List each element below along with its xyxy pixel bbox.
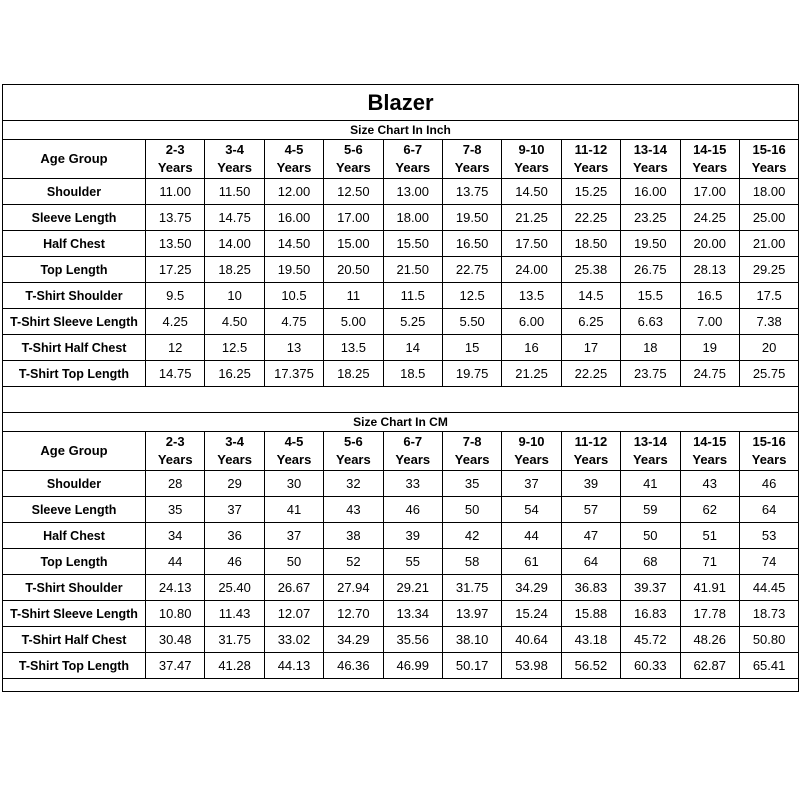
measurement-value: 38 [324, 523, 383, 549]
table-row [3, 283, 799, 309]
age-range: 13-14 [633, 142, 667, 157]
age-range: 15-16 [752, 434, 786, 449]
age-unit: Years [573, 160, 609, 175]
age-range: 2-3 [165, 434, 185, 449]
age-unit: Years [157, 452, 193, 467]
measurement-value: 44.45 [739, 575, 798, 601]
table-row [3, 205, 799, 231]
measurement-value: 62 [680, 497, 739, 523]
age-unit: Years [276, 452, 312, 467]
inch-chart-subtitle: Size Chart In Inch [2, 120, 799, 139]
measurement-value: 18 [621, 335, 680, 361]
age-unit: Years [217, 452, 252, 467]
size-chart-document [2, 84, 799, 692]
measurement-value: 22.25 [561, 205, 620, 231]
measurement-value: 5.25 [383, 309, 442, 335]
age-column-header [205, 140, 264, 179]
age-column-header [739, 140, 798, 179]
measurement-value: 11.43 [205, 601, 264, 627]
age-unit: Years [454, 160, 490, 175]
measurement-value: 51 [680, 523, 739, 549]
measurement-value: 13 [264, 335, 323, 361]
measurement-value: 10 [205, 283, 264, 309]
age-unit: Years [692, 160, 728, 175]
measurement-value: 14.50 [502, 179, 561, 205]
measurement-value: 53.98 [502, 653, 561, 679]
age-range: 14-15 [693, 142, 727, 157]
age-unit: Years [632, 452, 668, 467]
measurement-value: 46 [739, 471, 798, 497]
age-range: 6-7 [403, 142, 423, 157]
measurement-value: 19.75 [442, 361, 501, 387]
measurement-value: 12.5 [442, 283, 501, 309]
age-unit: Years [514, 160, 549, 175]
age-range: 3-4 [225, 142, 244, 157]
measurement-value: 17.375 [264, 361, 323, 387]
measurement-label: Sleeve Length [3, 497, 146, 523]
age-range: 11-12 [574, 142, 608, 157]
measurement-value: 7.00 [680, 309, 739, 335]
measurement-value: 16.00 [621, 179, 680, 205]
measurement-value: 22.75 [442, 257, 501, 283]
measurement-value: 17.00 [680, 179, 739, 205]
measurement-value: 41 [264, 497, 323, 523]
age-range: 2-3 [165, 142, 185, 157]
measurement-value: 31.75 [205, 627, 264, 653]
measurement-value: 6.25 [561, 309, 620, 335]
measurement-value: 53 [739, 523, 798, 549]
bottom-spacer [2, 679, 799, 692]
measurement-value: 40.64 [502, 627, 561, 653]
measurement-value: 39 [561, 471, 620, 497]
age-column-header [383, 140, 442, 179]
table-row [3, 361, 799, 387]
measurement-value: 60.33 [621, 653, 680, 679]
age-unit: Years [632, 160, 668, 175]
measurement-label: Half Chest [3, 231, 146, 257]
age-column-header [502, 140, 561, 179]
measurement-value: 42 [442, 523, 501, 549]
age-range: 13-14 [633, 434, 667, 449]
age-range: 15-16 [752, 142, 786, 157]
measurement-value: 35 [442, 471, 501, 497]
age-column-header [621, 140, 680, 179]
measurement-value: 21.25 [502, 205, 561, 231]
age-column-header [264, 140, 323, 179]
measurement-value: 21.00 [739, 231, 798, 257]
measurement-value: 17.25 [146, 257, 205, 283]
table-row [3, 523, 799, 549]
age-column-header [502, 432, 561, 471]
measurement-value: 15.88 [561, 601, 620, 627]
age-group-label: Age Group [3, 140, 146, 179]
measurement-value: 13.5 [324, 335, 383, 361]
measurement-value: 28.13 [680, 257, 739, 283]
measurement-value: 29.21 [383, 575, 442, 601]
measurement-value: 44.13 [264, 653, 323, 679]
age-column-header [324, 140, 383, 179]
measurement-value: 27.94 [324, 575, 383, 601]
table-row [3, 497, 799, 523]
measurement-value: 50 [442, 497, 501, 523]
cm-chart-subtitle: Size Chart In CM [2, 412, 799, 431]
measurement-value: 62.87 [680, 653, 739, 679]
table-row [3, 257, 799, 283]
measurement-value: 6.63 [621, 309, 680, 335]
measurement-label: Half Chest [3, 523, 146, 549]
measurement-value: 12 [146, 335, 205, 361]
measurement-value: 5.50 [442, 309, 501, 335]
measurement-value: 39.37 [621, 575, 680, 601]
measurement-label: T-Shirt Sleeve Length [3, 601, 146, 627]
table-row [3, 231, 799, 257]
measurement-value: 46.36 [324, 653, 383, 679]
measurement-value: 15.00 [324, 231, 383, 257]
measurement-value: 50.17 [442, 653, 501, 679]
measurement-value: 13.34 [383, 601, 442, 627]
measurement-value: 52 [324, 549, 383, 575]
measurement-value: 24.00 [502, 257, 561, 283]
measurement-value: 6.00 [502, 309, 561, 335]
measurement-label: T-Shirt Shoulder [3, 575, 146, 601]
measurement-value: 12.07 [264, 601, 323, 627]
measurement-value: 16.00 [264, 205, 323, 231]
inch-size-table [2, 139, 799, 387]
measurement-value: 13.75 [146, 205, 205, 231]
measurement-label: T-Shirt Half Chest [3, 627, 146, 653]
measurement-label: Top Length [3, 549, 146, 575]
measurement-value: 12.5 [205, 335, 264, 361]
measurement-value: 18.50 [561, 231, 620, 257]
measurement-value: 25.38 [561, 257, 620, 283]
measurement-value: 33.02 [264, 627, 323, 653]
measurement-value: 50 [264, 549, 323, 575]
measurement-value: 25.75 [739, 361, 798, 387]
measurement-value: 10.80 [146, 601, 205, 627]
measurement-value: 48.26 [680, 627, 739, 653]
age-range: 4-5 [284, 142, 304, 157]
measurement-value: 29 [205, 471, 264, 497]
measurement-value: 24.75 [680, 361, 739, 387]
measurement-value: 33 [383, 471, 442, 497]
measurement-value: 26.75 [621, 257, 680, 283]
measurement-value: 45.72 [621, 627, 680, 653]
age-column-header [680, 140, 739, 179]
measurement-value: 36 [205, 523, 264, 549]
age-unit: Years [692, 452, 728, 467]
measurement-value: 17.50 [502, 231, 561, 257]
measurement-value: 13.50 [146, 231, 205, 257]
measurement-value: 37.47 [146, 653, 205, 679]
measurement-value: 12.50 [324, 179, 383, 205]
measurement-value: 32 [324, 471, 383, 497]
measurement-value: 11 [324, 283, 383, 309]
measurement-value: 4.25 [146, 309, 205, 335]
age-unit: Years [395, 452, 431, 467]
age-unit: Years [395, 160, 431, 175]
measurement-value: 15.24 [502, 601, 561, 627]
measurement-value: 16.83 [621, 601, 680, 627]
measurement-value: 16 [502, 335, 561, 361]
age-unit: Years [573, 452, 609, 467]
measurement-value: 18.73 [739, 601, 798, 627]
measurement-value: 58 [442, 549, 501, 575]
measurement-value: 47 [561, 523, 620, 549]
age-column-header [561, 432, 620, 471]
measurement-label: Sleeve Length [3, 205, 146, 231]
measurement-value: 36.83 [561, 575, 620, 601]
table-row [3, 653, 799, 679]
age-column-header [561, 140, 620, 179]
measurement-value: 61 [502, 549, 561, 575]
measurement-value: 4.75 [264, 309, 323, 335]
measurement-value: 38.10 [442, 627, 501, 653]
measurement-value: 14 [383, 335, 442, 361]
measurement-value: 41.28 [205, 653, 264, 679]
measurement-value: 21.50 [383, 257, 442, 283]
section-spacer [2, 387, 799, 412]
measurement-value: 11.50 [205, 179, 264, 205]
measurement-value: 19.50 [442, 205, 501, 231]
measurement-value: 13.75 [442, 179, 501, 205]
measurement-value: 14.00 [205, 231, 264, 257]
table-row [3, 335, 799, 361]
measurement-value: 46 [205, 549, 264, 575]
age-column-header [146, 140, 205, 179]
measurement-value: 19.50 [264, 257, 323, 283]
measurement-value: 39 [383, 523, 442, 549]
measurement-value: 43 [324, 497, 383, 523]
measurement-value: 5.00 [324, 309, 383, 335]
age-range: 3-4 [225, 434, 244, 449]
measurement-value: 20.00 [680, 231, 739, 257]
measurement-value: 16.5 [680, 283, 739, 309]
age-unit: Years [336, 452, 371, 467]
measurement-value: 43 [680, 471, 739, 497]
age-range: 9-10 [518, 142, 545, 157]
measurement-value: 14.50 [264, 231, 323, 257]
measurement-value: 74 [739, 549, 798, 575]
measurement-label: T-Shirt Half Chest [3, 335, 146, 361]
age-column-header [739, 432, 798, 471]
age-column-header [621, 432, 680, 471]
measurement-value: 14.5 [561, 283, 620, 309]
measurement-value: 34.29 [324, 627, 383, 653]
measurement-label: T-Shirt Top Length [3, 653, 146, 679]
measurement-value: 19 [680, 335, 739, 361]
measurement-value: 41.91 [680, 575, 739, 601]
measurement-value: 50.80 [739, 627, 798, 653]
measurement-value: 15.25 [561, 179, 620, 205]
measurement-value: 17.78 [680, 601, 739, 627]
table-row [3, 601, 799, 627]
measurement-value: 16.25 [205, 361, 264, 387]
age-range: 5-6 [343, 142, 363, 157]
measurement-value: 35 [146, 497, 205, 523]
age-column-header [383, 432, 442, 471]
measurement-value: 13.97 [442, 601, 501, 627]
measurement-value: 50 [621, 523, 680, 549]
measurement-value: 4.50 [205, 309, 264, 335]
header-row [3, 432, 799, 471]
measurement-value: 17 [561, 335, 620, 361]
measurement-value: 25.00 [739, 205, 798, 231]
header-row [3, 140, 799, 179]
measurement-value: 16.50 [442, 231, 501, 257]
measurement-value: 17.5 [739, 283, 798, 309]
age-range: 14-15 [693, 434, 727, 449]
measurement-value: 31.75 [442, 575, 501, 601]
measurement-value: 68 [621, 549, 680, 575]
measurement-value: 19.50 [621, 231, 680, 257]
measurement-value: 35.56 [383, 627, 442, 653]
age-unit: Years [751, 160, 787, 175]
age-unit: Years [514, 452, 549, 467]
measurement-label: T-Shirt Top Length [3, 361, 146, 387]
age-column-header [264, 432, 323, 471]
age-column-header [324, 432, 383, 471]
measurement-value: 26.67 [264, 575, 323, 601]
measurement-value: 46 [383, 497, 442, 523]
measurement-value: 9.5 [146, 283, 205, 309]
measurement-value: 23.75 [621, 361, 680, 387]
measurement-value: 18.00 [383, 205, 442, 231]
measurement-value: 11.00 [146, 179, 205, 205]
measurement-value: 21.25 [502, 361, 561, 387]
measurement-value: 15.50 [383, 231, 442, 257]
measurement-value: 30 [264, 471, 323, 497]
table-row [3, 471, 799, 497]
measurement-value: 15.5 [621, 283, 680, 309]
age-range: 6-7 [403, 434, 423, 449]
measurement-value: 10.5 [264, 283, 323, 309]
measurement-label: Shoulder [3, 471, 146, 497]
age-range: 5-6 [343, 434, 363, 449]
measurement-value: 13.00 [383, 179, 442, 205]
measurement-value: 24.25 [680, 205, 739, 231]
age-unit: Years [276, 160, 312, 175]
measurement-value: 56.52 [561, 653, 620, 679]
measurement-value: 18.25 [205, 257, 264, 283]
table-row [3, 575, 799, 601]
age-range: 7-8 [462, 142, 482, 157]
age-column-header [680, 432, 739, 471]
measurement-value: 55 [383, 549, 442, 575]
measurement-value: 11.5 [383, 283, 442, 309]
measurement-value: 59 [621, 497, 680, 523]
measurement-label: Top Length [3, 257, 146, 283]
measurement-value: 34.29 [502, 575, 561, 601]
age-unit: Years [336, 160, 371, 175]
measurement-value: 65.41 [739, 653, 798, 679]
age-column-header [146, 432, 205, 471]
measurement-value: 46.99 [383, 653, 442, 679]
measurement-label: T-Shirt Sleeve Length [3, 309, 146, 335]
age-unit: Years [751, 452, 787, 467]
age-unit: Years [217, 160, 252, 175]
measurement-value: 71 [680, 549, 739, 575]
measurement-value: 44 [146, 549, 205, 575]
measurement-value: 37 [264, 523, 323, 549]
age-range: 4-5 [284, 434, 304, 449]
measurement-value: 25.40 [205, 575, 264, 601]
measurement-label: Shoulder [3, 179, 146, 205]
measurement-value: 14.75 [146, 361, 205, 387]
measurement-value: 20 [739, 335, 798, 361]
measurement-value: 28 [146, 471, 205, 497]
age-range: 11-12 [574, 434, 608, 449]
table-row [3, 549, 799, 575]
measurement-value: 7.38 [739, 309, 798, 335]
age-range: 9-10 [518, 434, 545, 449]
age-column-header [442, 432, 501, 471]
measurement-value: 12.00 [264, 179, 323, 205]
table-row [3, 309, 799, 335]
measurement-value: 18.25 [324, 361, 383, 387]
table-row [3, 179, 799, 205]
measurement-value: 23.25 [621, 205, 680, 231]
measurement-value: 43.18 [561, 627, 620, 653]
measurement-value: 44 [502, 523, 561, 549]
table-row [3, 627, 799, 653]
measurement-value: 64 [739, 497, 798, 523]
measurement-value: 20.50 [324, 257, 383, 283]
measurement-value: 17.00 [324, 205, 383, 231]
age-column-header [442, 140, 501, 179]
age-unit: Years [454, 452, 490, 467]
measurement-value: 14.75 [205, 205, 264, 231]
measurement-value: 24.13 [146, 575, 205, 601]
measurement-value: 57 [561, 497, 620, 523]
measurement-value: 37 [205, 497, 264, 523]
measurement-value: 34 [146, 523, 205, 549]
measurement-value: 13.5 [502, 283, 561, 309]
measurement-value: 18.00 [739, 179, 798, 205]
document-title: Blazer [2, 84, 799, 120]
measurement-value: 64 [561, 549, 620, 575]
measurement-value: 15 [442, 335, 501, 361]
measurement-value: 41 [621, 471, 680, 497]
measurement-value: 18.5 [383, 361, 442, 387]
cm-size-table [2, 431, 799, 679]
measurement-label: T-Shirt Shoulder [3, 283, 146, 309]
age-group-label: Age Group [3, 432, 146, 471]
age-range: 7-8 [462, 434, 482, 449]
measurement-value: 22.25 [561, 361, 620, 387]
measurement-value: 37 [502, 471, 561, 497]
measurement-value: 54 [502, 497, 561, 523]
age-column-header [205, 432, 264, 471]
measurement-value: 29.25 [739, 257, 798, 283]
measurement-value: 12.70 [324, 601, 383, 627]
age-unit: Years [157, 160, 193, 175]
measurement-value: 30.48 [146, 627, 205, 653]
